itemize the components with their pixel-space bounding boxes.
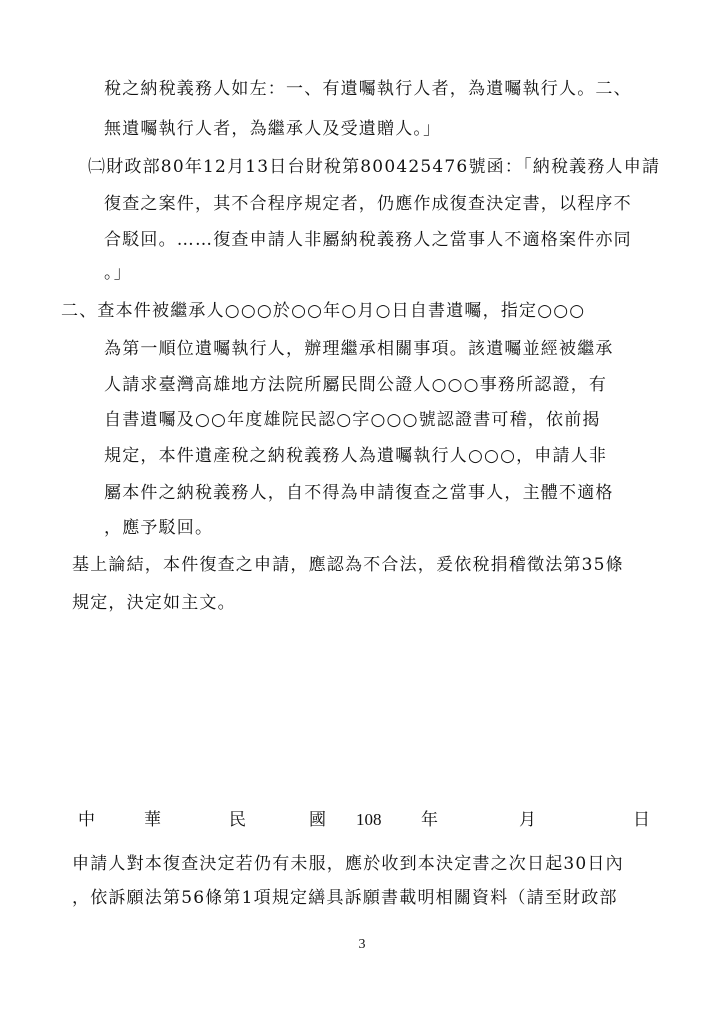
date-year-label: 年 <box>421 810 438 830</box>
date-year: 108 <box>356 810 382 829</box>
notice-line: 申請人對本復查決定若仍有未服，應於收到本決定書之次日起30日內 <box>72 854 624 874</box>
text-line: 基上論結，本件復查之申請，應認為不合法，爰依稅捐稽徵法第35條 <box>72 555 624 575</box>
text-line: 人請求臺灣高雄地方法院所屬民間公證人○○○事務所認證，有 <box>104 375 608 395</box>
date-month-label: 月 <box>519 810 536 830</box>
date-char: 民 <box>229 810 246 830</box>
text-line: ，應予駁回。 <box>104 518 214 538</box>
date-char: 中 <box>78 810 95 830</box>
text-line: 規定，決定如主文。 <box>72 593 236 613</box>
text-line: ㈡財政部80年12月13日台財稅第800425476號函：「納稅義務人申請 <box>88 157 661 177</box>
text-line: 。」 <box>104 263 132 283</box>
text-line: 二、查本件被繼承人○○○於○○年○月○日自書遺囑，指定○○○ <box>61 301 586 321</box>
text-line: 自書遺囑及○○年度雄院民認○字○○○號認證書可稽，依前揭 <box>104 410 601 430</box>
text-line: 合駁回。……復查申請人非屬納稅義務人之當事人不適格案件亦同 <box>104 230 632 250</box>
date-char: 國 <box>309 810 326 830</box>
date-char: 華 <box>144 810 161 830</box>
page-number: 3 <box>358 937 366 952</box>
text-line: 無遺囑執行人者，為繼承人及受遺贈人。」 <box>104 119 442 139</box>
decision-date <box>78 809 648 833</box>
text-line: 屬本件之納稅義務人，自不得為申請復查之當事人，主體不適格 <box>104 483 614 503</box>
notice-line: ，依訴願法第56條第1項規定繕具訴願書載明相關資料（請至財政部 <box>72 888 618 908</box>
text-line: 稅之納稅義務人如左：一、有遺囑執行人者，為遺囑執行人。二、 <box>104 79 632 99</box>
text-line: 為第一順位遺囑執行人，辦理繼承相關事項。該遺囑並經被繼承 <box>104 339 614 359</box>
date-day-label: 日 <box>633 810 650 830</box>
text-line: 規定，本件遺產稅之納稅義務人為遺囑執行人○○○，申請人非 <box>104 446 608 466</box>
text-line: 復查之案件，其不合程序規定者，仍應作成復查決定書，以程序不 <box>104 194 632 214</box>
